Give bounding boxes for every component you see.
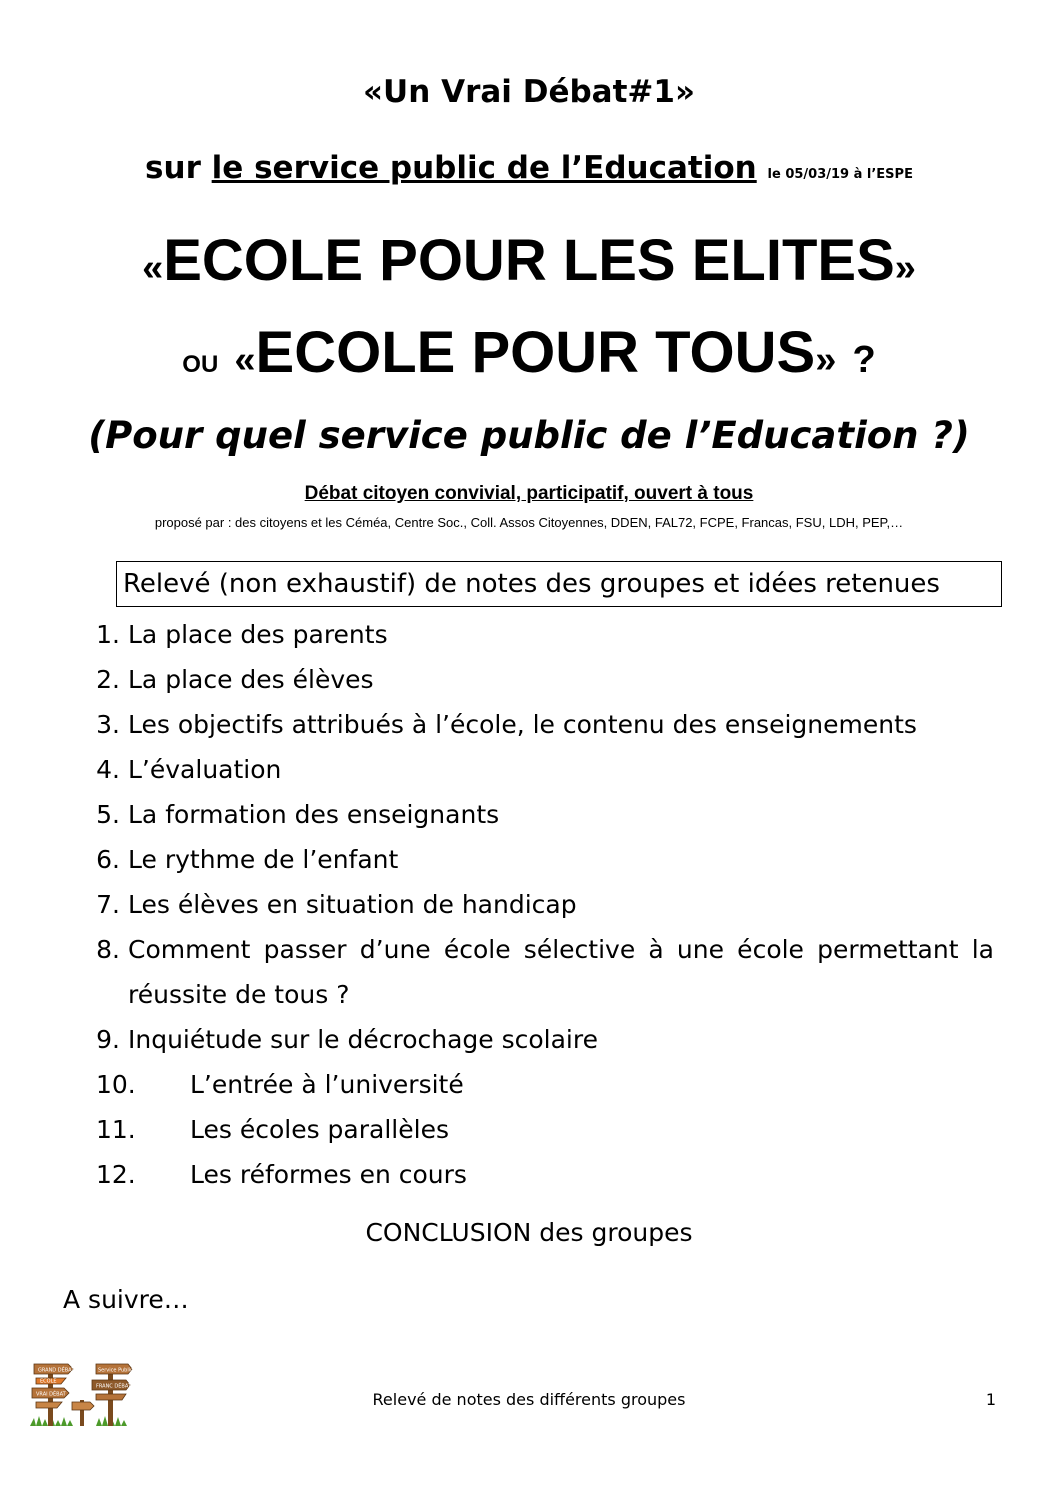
conclusion-heading: CONCLUSION des groupes — [365, 1218, 693, 1247]
item-number: 2. — [96, 665, 120, 694]
item-number: 4. — [96, 755, 120, 784]
item-text: La place des parents — [128, 620, 388, 649]
headline-ou: OU — [182, 351, 219, 378]
document-subtitle — [0, 148, 1058, 195]
item-text-continued: réussite de tous ? — [128, 980, 350, 1009]
item-number: 1. — [96, 620, 120, 649]
item-number: 3. — [96, 710, 120, 739]
item-text: L’entrée à l’université — [190, 1070, 464, 1099]
open-quote: « — [142, 247, 164, 289]
headline-line-1 — [0, 226, 1058, 303]
summary-box: Relevé (non exhaustif) de notes des groupes et idées retenues — [116, 561, 1002, 607]
close-quote: » — [815, 339, 837, 381]
item-number: 11. — [96, 1115, 136, 1144]
subtitle-prefix: sur — [145, 150, 201, 186]
page-number: 1 — [985, 1390, 996, 1409]
headline-elites: ECOLE POUR LES ELITES — [163, 228, 895, 293]
proposed-by: proposé par : des citoyens et les Céméa, Centre Soc., Coll. Assos Citoyennes, DDEN, FAL72, FCPE, Francas, FSU, LDH, PEP,… — [154, 515, 904, 530]
item-text: Les élèves en situation de handicap — [128, 890, 577, 919]
question-mark: ? — [852, 339, 876, 381]
footer-text: Relevé de notes des différents groupes — [372, 1390, 686, 1409]
item-text: Comment passer d’une école sélective à une école permettant la — [128, 935, 994, 964]
open-quote: « — [234, 339, 256, 381]
item-text: Inquiétude sur le décrochage scolaire — [128, 1025, 598, 1054]
debate-label: Débat citoyen convivial, participatif, ouvert à tous — [304, 483, 754, 504]
item-number: 7. — [96, 890, 120, 919]
subtitle-topic: le service public de l’Education — [211, 150, 757, 186]
item-number: 8. — [96, 935, 120, 964]
sign-text: FRANC DÉBAT — [96, 1383, 131, 1390]
sign-text: ECOLE — [40, 1378, 57, 1385]
headline-tous: ECOLE POUR TOUS — [255, 320, 816, 385]
close-quote: » — [894, 247, 916, 289]
item-text: Les réformes en cours — [190, 1160, 467, 1189]
item-number: 9. — [96, 1025, 120, 1054]
item-text: L’évaluation — [128, 755, 282, 784]
question-heading: (Pour quel service public de l’Education ?) — [88, 414, 970, 457]
item-number: 6. — [96, 845, 120, 874]
to-follow-text: A suivre… — [63, 1285, 189, 1314]
sign-text: GRAND DÉBAT — [38, 1367, 75, 1374]
item-text: Les objectifs attribués à l’école, le contenu des enseignements — [128, 710, 917, 739]
sign-text: Service Public — [98, 1367, 133, 1374]
item-text: La formation des enseignants — [128, 800, 500, 829]
item-text: La place des élèves — [128, 665, 374, 694]
item-text: Le rythme de l’enfant — [128, 845, 399, 874]
item-number: 10. — [96, 1070, 136, 1099]
document-title: «Un Vrai Débat#1» — [363, 74, 695, 110]
item-number: 12. — [96, 1160, 136, 1189]
headline-line-2 — [0, 318, 1058, 400]
item-text: Les écoles parallèles — [190, 1115, 449, 1144]
sign-text: VRAI DÉBAT — [36, 1391, 66, 1398]
item-number: 5. — [96, 800, 120, 829]
subtitle-date: le 05/03/19 à l’ESPE — [767, 167, 913, 182]
